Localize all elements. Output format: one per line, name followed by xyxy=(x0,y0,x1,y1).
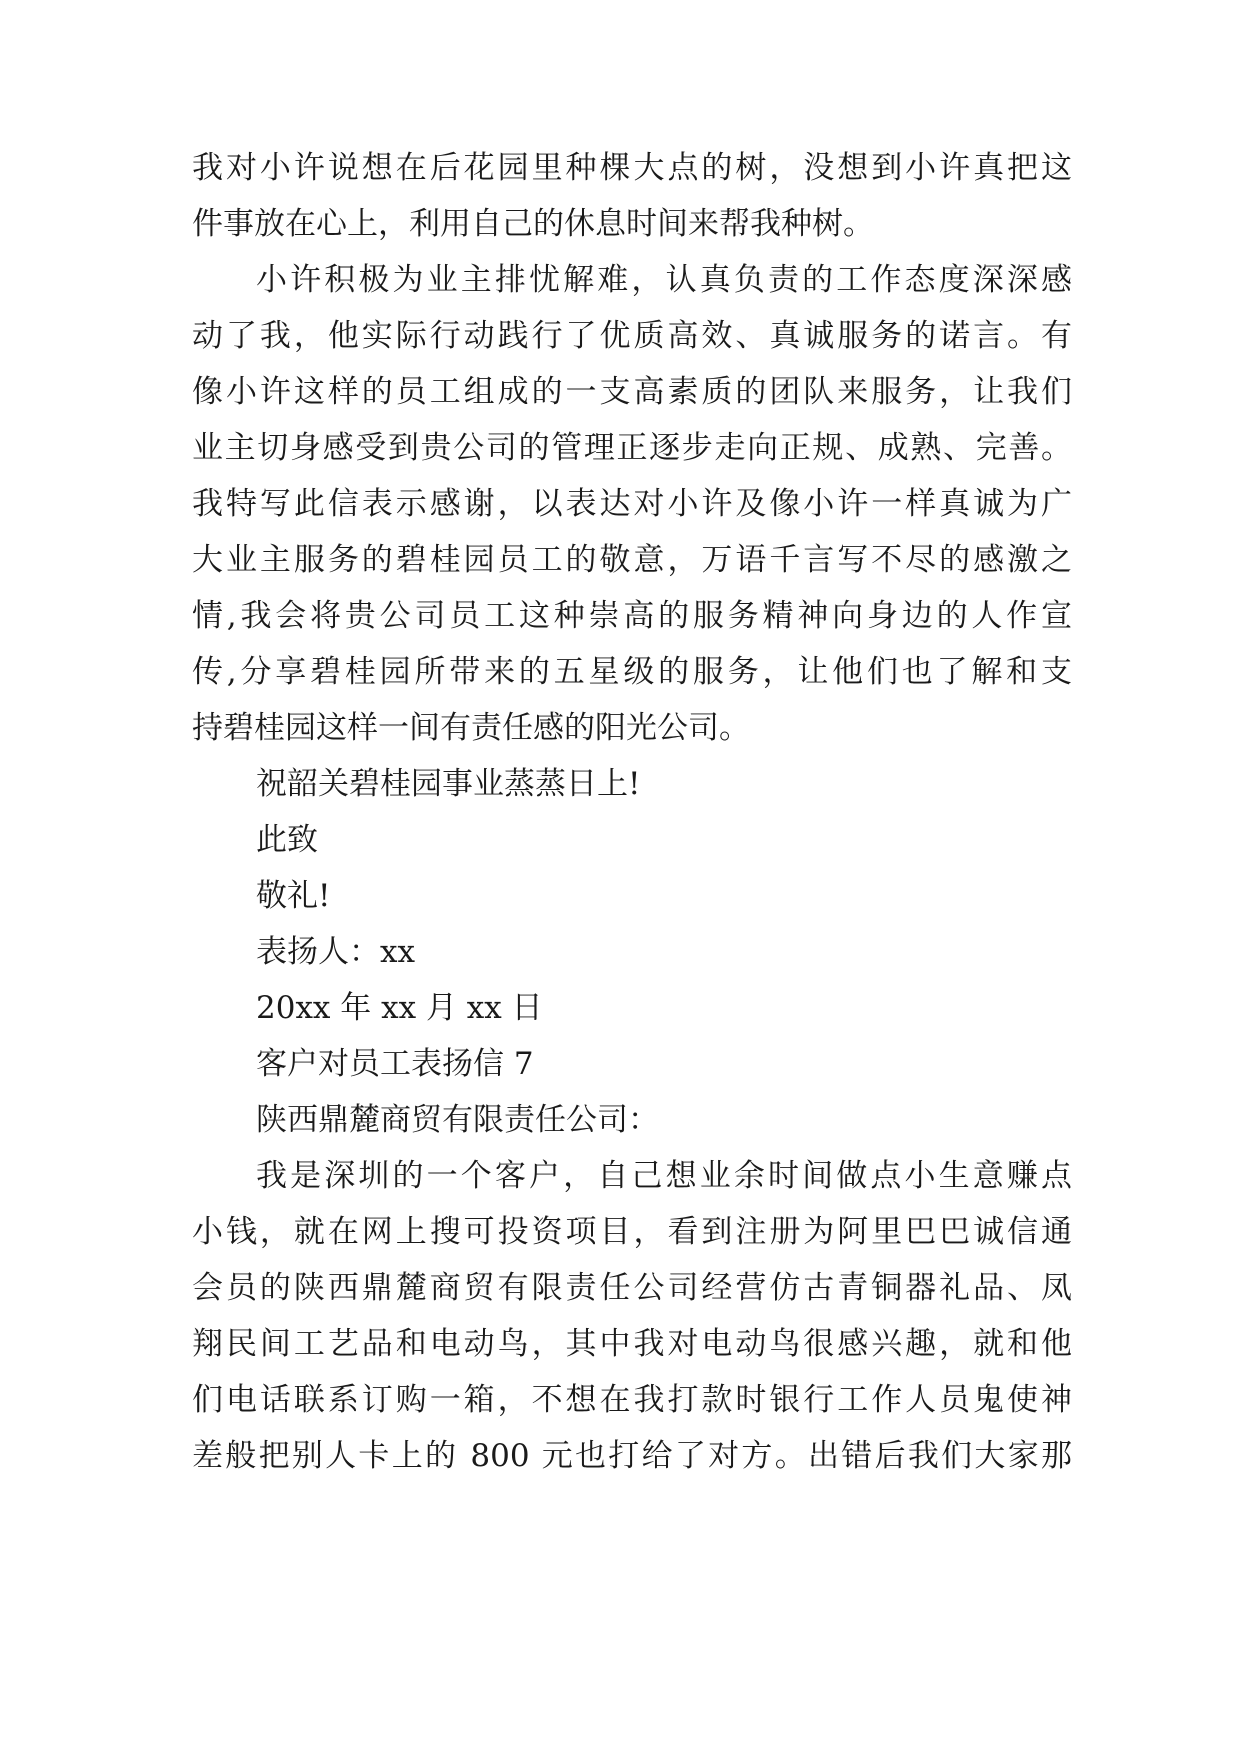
text-line: 我对小许说想在后花园里种棵大点的树，没想到小许真把这 xyxy=(192,150,1072,186)
date-line: 20xx 年 xx 月 xx 日 xyxy=(256,990,543,1026)
recipient-line: 陕西鼎麓商贸有限责任公司： xyxy=(256,1102,659,1138)
text-line: 件事放在心上，利用自己的休息时间来帮我种树。 xyxy=(192,206,874,242)
text-line: 会员的陕西鼎麓商贸有限责任公司经营仿古青铜器礼品、凤 xyxy=(192,1270,1072,1306)
section-heading: 客户对员工表扬信 7 xyxy=(256,1046,534,1082)
text-line: 动了我，他实际行动践行了优质高效、真诚服务的诺言。有 xyxy=(192,318,1072,354)
paragraph-start-line: 我是深圳的一个客户，自己想业余时间做点小生意赚点 xyxy=(256,1158,1072,1194)
text-line: 像小许这样的员工组成的一支高素质的团队来服务，让我们 xyxy=(192,374,1072,410)
signature-line: 表扬人：xx xyxy=(256,934,415,970)
text-line: 我特写此信表示感谢，以表达对小许及像小许一样真诚为广 xyxy=(192,486,1072,522)
text-line: 差般把别人卡上的 800 元也打给了对方。出错后我们大家那 xyxy=(192,1438,1072,1474)
text-line: 大业主服务的碧桂园员工的敬意，万语千言写不尽的感激之 xyxy=(192,542,1072,578)
text-line: 情,我会将贵公司员工这种崇高的服务精神向身边的人作宣 xyxy=(192,598,1072,634)
text-line: 们电话联系订购一箱，不想在我打款时银行工作人员鬼使神 xyxy=(192,1382,1072,1418)
paragraph-start-line: 小许积极为业主排忧解难，认真负责的工作态度深深感 xyxy=(256,262,1072,298)
text-line: 小钱，就在网上搜可投资项目，看到注册为阿里巴巴诚信通 xyxy=(192,1214,1072,1250)
salutation-line: 敬礼! xyxy=(256,878,331,914)
text-line: 业主切身感受到贵公司的管理正逐步走向正规、成熟、完善。 xyxy=(192,430,1072,466)
text-line: 持碧桂园这样一间有责任感的阳光公司。 xyxy=(192,710,750,746)
blessing-line: 祝韶关碧桂园事业蒸蒸日上! xyxy=(256,766,641,802)
text-line: 翔民间工艺品和电动鸟，其中我对电动鸟很感兴趣，就和他 xyxy=(192,1326,1072,1362)
text-line: 传,分享碧桂园所带来的五星级的服务，让他们也了解和支 xyxy=(192,654,1072,690)
closing-line: 此致 xyxy=(256,822,318,858)
